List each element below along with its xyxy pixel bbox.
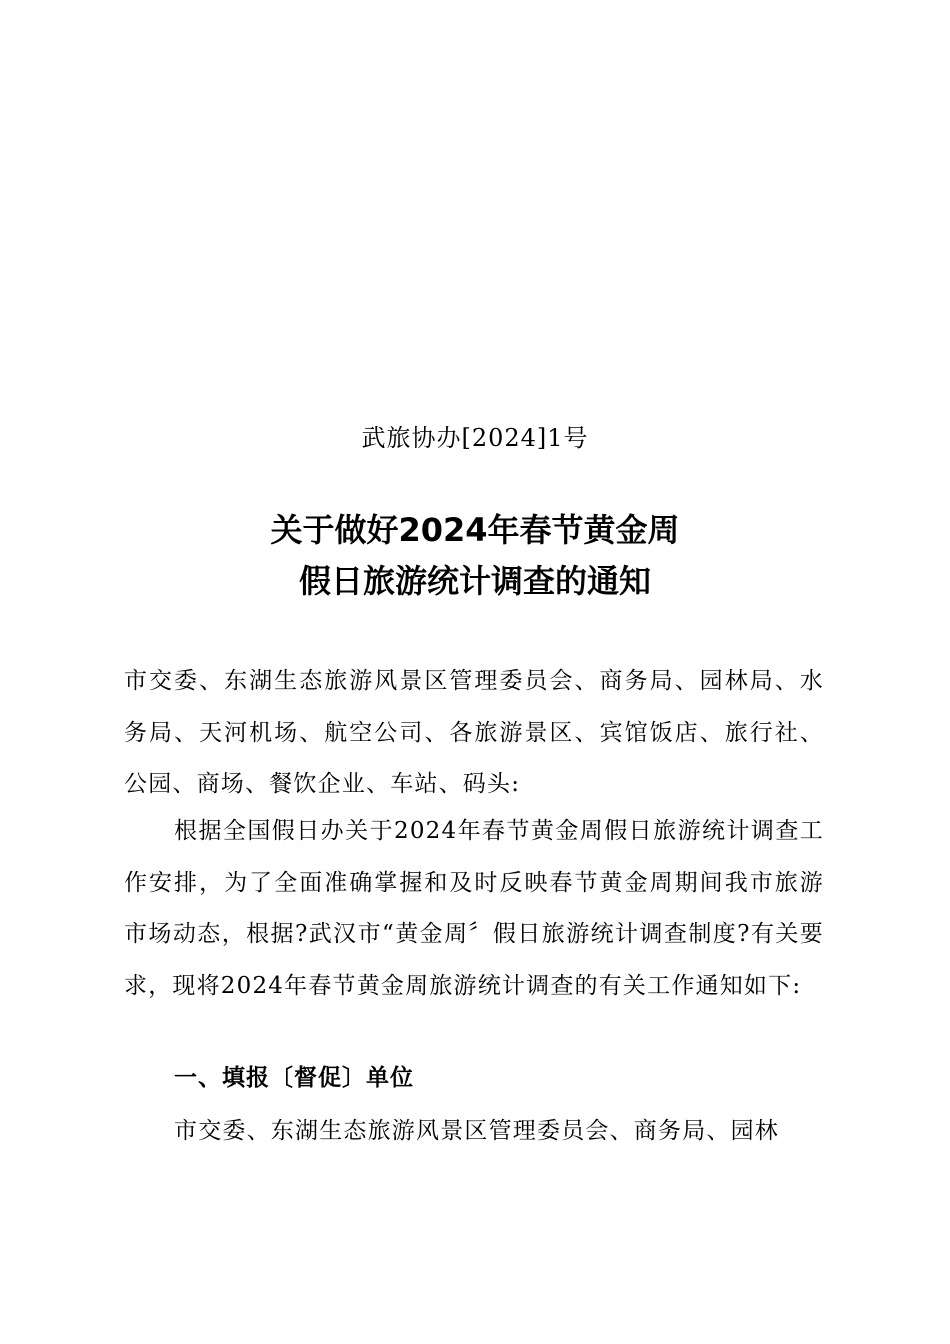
section-1-body: 市交委、东湖生态旅游风景区管理委员会、商务局、园林	[174, 1118, 779, 1144]
document-number: 武旅协办[2024]1号	[361, 424, 589, 452]
document-title-line-1: 关于做好2024年春节黄金周	[270, 511, 680, 549]
addressee-paragraph: 市交委、东湖生态旅游风景区管理委员会、商务局、园林局、水务局、天河机场、航空公司、各旅游景区、宾馆饭店、旅行社、公园、商场、餐饮企业、车站、码头:	[124, 668, 824, 797]
intro-paragraph: 根据全国假日办关于2024年春节黄金周假日旅游统计调查工作安排，为了全面准确掌握和及时反映春节黄金周期间我市旅游市场动态，根据?武汉市“黄金周〞假日旅游统计调查制度?有关要求，现将2024年春节黄金周旅游统计调查的有关工作通知如下:	[124, 818, 824, 999]
document-title-line-2: 假日旅游统计调查的通知	[298, 562, 651, 600]
section-1-heading: 一、填报〔督促〕单位	[174, 1065, 414, 1091]
